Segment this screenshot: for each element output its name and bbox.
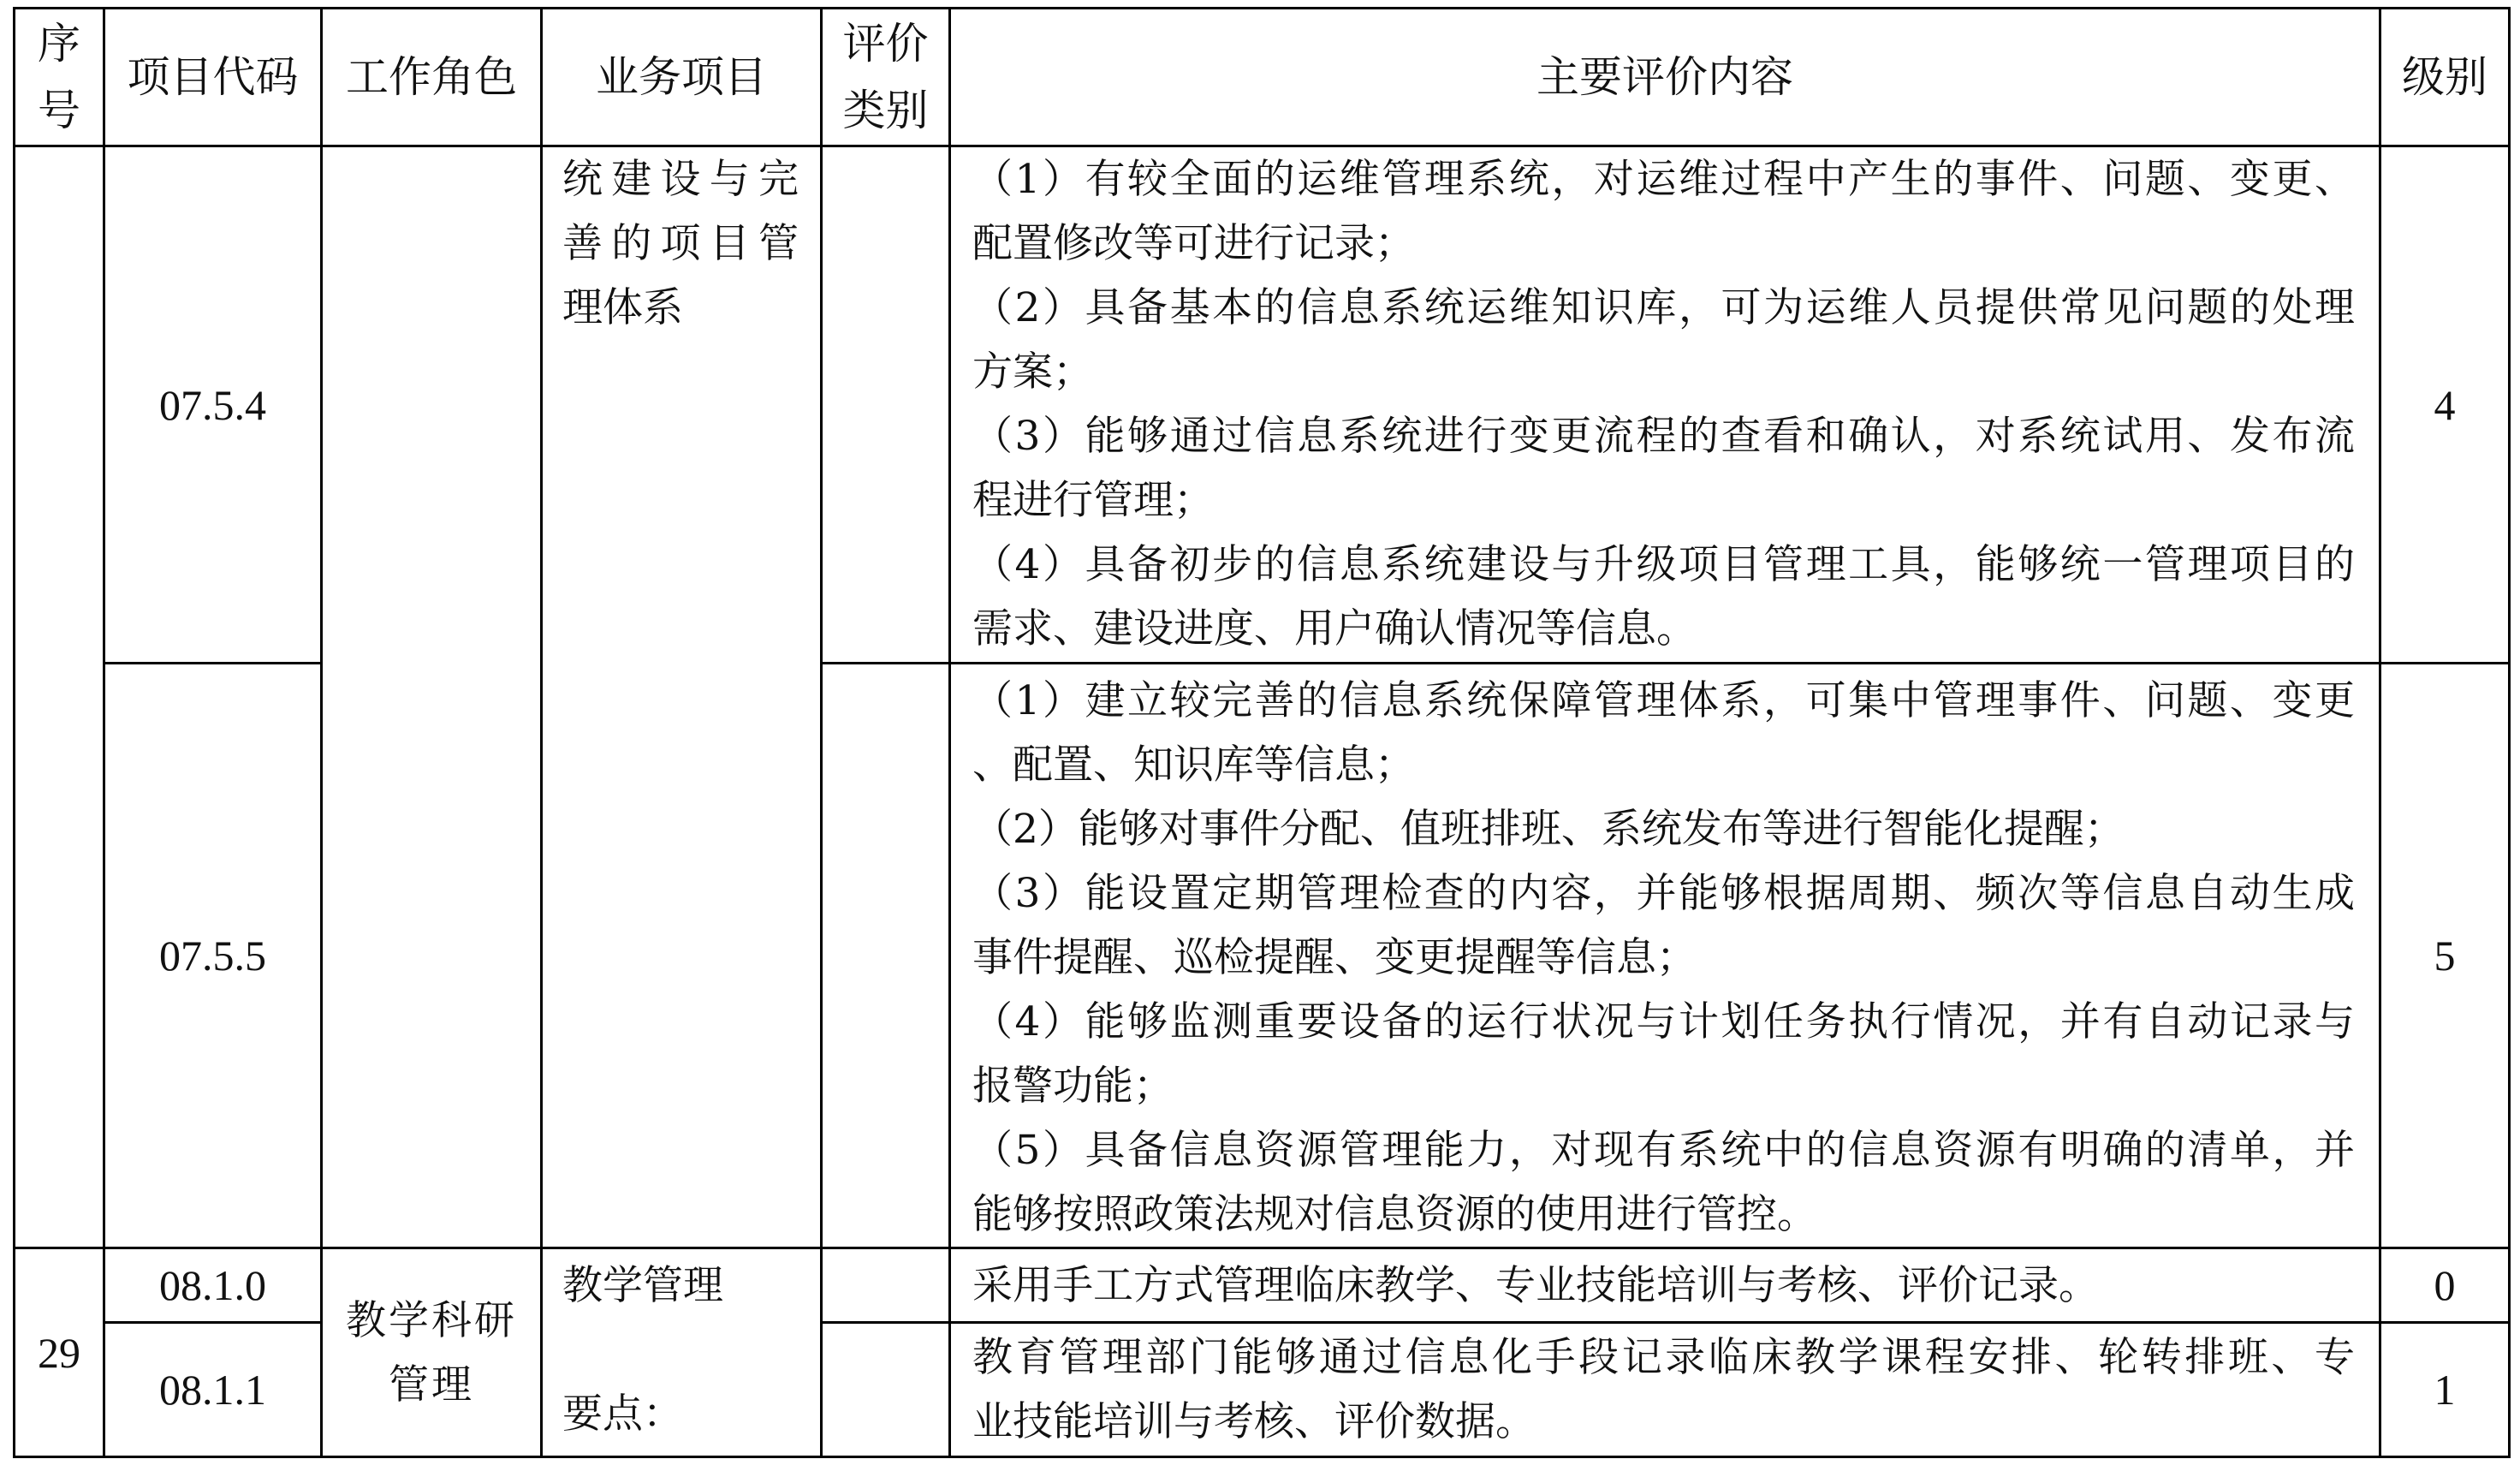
content-line: 能够按照政策法规对信息资源的使用进行管控。 <box>972 1191 1817 1238</box>
content-line: 业技能培训与考核、评价数据。 <box>972 1398 1536 1445</box>
content-item <box>972 861 2355 990</box>
header-level: 级别 <box>2402 52 2487 102</box>
header-seq: 序号 <box>38 19 80 135</box>
content-item <box>972 276 2355 404</box>
cell-category <box>820 662 951 1249</box>
level-value: 0 <box>2434 1261 2456 1309</box>
item-code: 07.5.5 <box>159 932 266 980</box>
cell-seq <box>13 1247 105 1458</box>
header-role-cell <box>320 7 543 147</box>
content-item <box>972 1254 2355 1318</box>
content-line: 采用手工方式管理临床教学、专业技能培训与考核、评价记录。 <box>972 1261 2099 1309</box>
level-value: 5 <box>2434 932 2456 980</box>
cell-role <box>320 1247 543 1458</box>
content-item <box>972 1118 2355 1247</box>
seq-number: 29 <box>38 1328 80 1377</box>
content-line: 教育管理部门能够通过信息化手段记录临床教学课程安排、轮转排班、专 <box>972 1334 2355 1381</box>
cell-content <box>948 1321 2381 1458</box>
content-line: （3）能够通过信息系统进行变更流程的查看和确认，对系统试用、发布流 <box>972 413 2355 460</box>
content-line: 程进行管理； <box>972 477 1214 524</box>
content-line: （1）有较全面的运维管理系统，对运维过程中产生的事件、问题、变更、 <box>972 156 2355 203</box>
cell-content <box>948 662 2381 1249</box>
header-content-cell <box>948 7 2381 147</box>
cell-code <box>103 1321 323 1458</box>
header-code: 项目代码 <box>127 52 299 102</box>
header-seq-cell <box>13 7 105 147</box>
cell-business <box>540 145 823 1249</box>
business-text: 教学管理 <box>562 1262 723 1309</box>
content-item <box>972 147 2355 276</box>
blank-line <box>562 1318 799 1382</box>
cell-business <box>540 1247 823 1458</box>
cell-code <box>103 145 323 664</box>
cell-level <box>2379 145 2511 664</box>
content-item <box>972 533 2355 661</box>
content-line: 需求、建设进度、用户确认情况等信息。 <box>972 605 1697 652</box>
cell-category <box>820 1247 951 1324</box>
level-value: 1 <box>2434 1366 2456 1414</box>
content-line: 报警功能； <box>972 1063 1174 1110</box>
content-item <box>972 404 2355 533</box>
business-text: 统建设与完善的项目管理体系 <box>562 156 799 331</box>
content-item <box>972 1325 2355 1454</box>
header-business-cell <box>540 7 823 147</box>
cell-code <box>103 662 323 1249</box>
content-line: 方案； <box>972 348 1093 396</box>
content-item <box>972 669 2355 797</box>
content-line: （3）能设置定期管理检查的内容，并能够根据周期、频次等信息自动生成 <box>972 870 2355 917</box>
header-role: 工作角色 <box>346 52 517 102</box>
item-code: 08.1.0 <box>159 1261 266 1309</box>
cell-category <box>820 145 951 664</box>
content-line: （2）能够对事件分配、值班排班、系统发布等进行智能化提醒； <box>972 806 2125 853</box>
cell-level <box>2379 1321 2511 1458</box>
cell-content <box>948 1247 2381 1324</box>
item-code: 08.1.1 <box>159 1366 266 1414</box>
level-value: 4 <box>2434 380 2456 429</box>
cell-level <box>2379 662 2511 1249</box>
header-content: 主要评价内容 <box>1536 52 1793 102</box>
cell-level <box>2379 1247 2511 1324</box>
header-category: 评价类别 <box>842 19 929 135</box>
header-code-cell <box>103 7 323 147</box>
content-line: （4）能够监测重要设备的运行状况与计划任务执行情况，并有自动记录与 <box>972 998 2355 1045</box>
content-line: （2）具备基本的信息系统运维知识库，可为运维人员提供常见问题的处理 <box>972 284 2355 331</box>
cell-role <box>320 145 543 1249</box>
content-line: （4）具备初步的信息系统建设与升级项目管理工具，能够统一管理项目的 <box>972 541 2355 588</box>
content-item <box>972 797 2355 861</box>
header-category-cell <box>820 7 951 147</box>
content-line: 、配置、知识库等信息； <box>972 741 1415 789</box>
role-text: 教学科研管理 <box>346 1296 517 1408</box>
item-code: 07.5.4 <box>159 380 266 429</box>
cell-seq <box>13 145 105 1249</box>
header-level-cell <box>2379 7 2511 147</box>
business-note: 要点： <box>562 1391 683 1438</box>
cell-content <box>948 145 2381 664</box>
content-line: （1）建立较完善的信息系统保障管理体系，可集中管理事件、问题、变更 <box>972 677 2355 724</box>
content-line: 配置修改等可进行记录； <box>972 220 1415 267</box>
cell-category <box>820 1321 951 1458</box>
content-item <box>972 990 2355 1118</box>
cell-code <box>103 1247 323 1324</box>
content-line: （5）具备信息资源管理能力，对现有系统中的信息资源有明确的清单，并 <box>972 1127 2355 1174</box>
content-line: 事件提醒、巡检提醒、变更提醒等信息； <box>972 934 1697 981</box>
header-business: 业务项目 <box>596 52 767 102</box>
